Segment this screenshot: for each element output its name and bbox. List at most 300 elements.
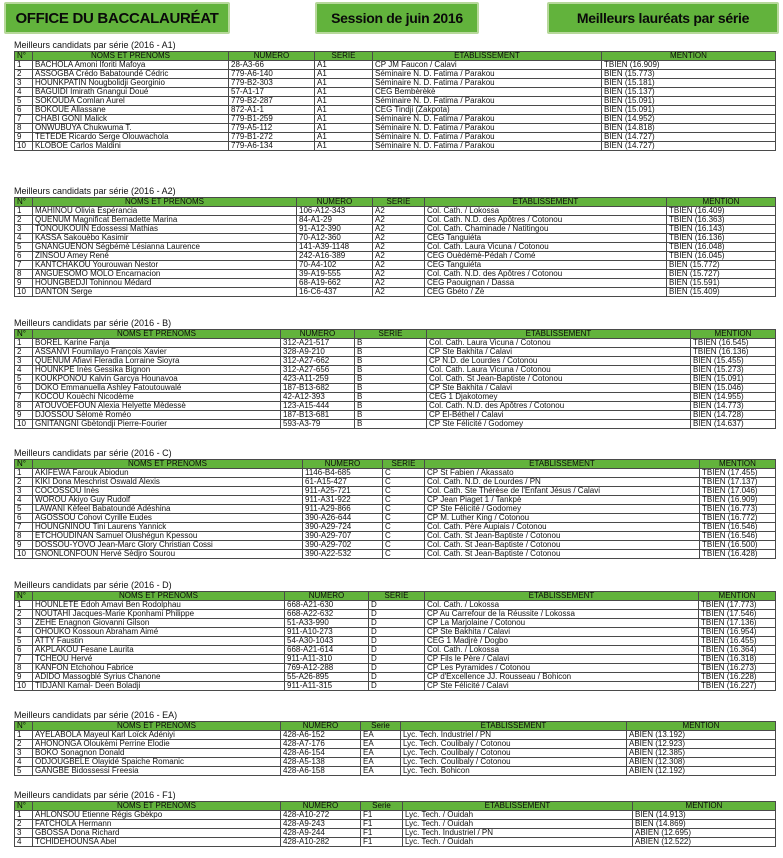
table-row xyxy=(15,637,776,646)
col-mention-header: MENTION xyxy=(667,198,776,207)
col-mention: TBIEN (16.546) xyxy=(700,523,776,532)
col-serie: B xyxy=(355,393,427,402)
section-title: Meilleurs candidats par série (2016 - D) xyxy=(14,580,172,590)
col-number: 6 xyxy=(15,384,33,393)
col-numero: 312-A21-517 xyxy=(281,339,355,348)
col-names-header: NOMS ET PRENOMS xyxy=(33,198,297,207)
col-mention: TBIEN (16.546) xyxy=(700,532,776,541)
col-serie: A1 xyxy=(315,88,373,97)
col-etablissement: Col. Cath. N.D. des Apôtres / Cotonou xyxy=(425,270,667,279)
col-etablissement: CP Ste Bakhita / Calavi xyxy=(427,384,691,393)
col-number-header: N° xyxy=(15,460,33,469)
col-number: 1 xyxy=(15,339,33,348)
col-names: GNANGUENON Ségbémè Lésianna Laurence xyxy=(33,243,297,252)
col-numero: 911-A29-866 xyxy=(303,505,383,514)
col-serie-header: SERIE xyxy=(355,330,427,339)
col-numero: 911-A31-922 xyxy=(303,496,383,505)
col-number: 1 xyxy=(15,731,33,740)
col-etablissement: Lyc. Tech. Industriel / PN xyxy=(401,731,627,740)
col-mention: BIEN (15.455) xyxy=(691,357,776,366)
col-numero: 1146-B4-685 xyxy=(303,469,383,478)
col-serie: A2 xyxy=(373,270,425,279)
col-number: 2 xyxy=(15,820,33,829)
col-numero-header: NUMERO xyxy=(229,52,315,61)
col-names: BACHOLA Amoni Iforiti Mafoya xyxy=(33,61,229,70)
section-3 xyxy=(14,318,775,429)
table-row xyxy=(15,682,776,691)
col-names: ATOUVOEFOUN Alexia Helyette Mèdessè xyxy=(33,402,281,411)
col-etablissement: Lyc. Tech. Bohicon xyxy=(401,767,627,776)
col-number: 5 xyxy=(15,637,33,646)
table-row xyxy=(15,70,776,79)
col-etablissement: CP Ste Félicité / Godomey xyxy=(425,505,700,514)
col-number: 8 xyxy=(15,402,33,411)
col-names: DJOSSOU Sèlomè Roméo xyxy=(33,411,281,420)
col-names: HOUNGNINOU Tini Laurens Yannick xyxy=(33,523,303,532)
col-serie: EA xyxy=(361,731,401,740)
col-mention: BIEN (15.091) xyxy=(602,106,776,115)
col-number: 1 xyxy=(15,469,33,478)
col-serie: D xyxy=(369,619,425,628)
col-names: KASSA Sakouèbo Kasimir xyxy=(33,234,297,243)
col-number: 1 xyxy=(15,811,33,820)
col-numero: 423-A11-259 xyxy=(281,375,355,384)
col-etablissement: Lyc. Tech. Industriel / PN xyxy=(403,829,633,838)
col-serie: D xyxy=(369,646,425,655)
col-names: ANGUESOMO MOLO Encarnacion xyxy=(33,270,297,279)
col-number: 2 xyxy=(15,216,33,225)
col-number: 7 xyxy=(15,523,33,532)
col-mention: TBIEN (17.546) xyxy=(699,610,776,619)
col-names: AHLONSOU Etienne Régis Gbèkpo xyxy=(33,811,281,820)
col-numero: 390-A22-532 xyxy=(303,550,383,559)
col-mention: BIEN (14.727) xyxy=(602,133,776,142)
col-mention: BIEN (15.137) xyxy=(602,88,776,97)
table-row xyxy=(15,523,776,532)
col-numero: 872-A1-1 xyxy=(229,106,315,115)
session-label: Session de juin 2016 xyxy=(315,2,479,34)
col-serie: C xyxy=(383,532,425,541)
col-number: 2 xyxy=(15,348,33,357)
col-number: 6 xyxy=(15,252,33,261)
table-row xyxy=(15,270,776,279)
col-serie: C xyxy=(383,469,425,478)
col-mention: TBIEN (16.136) xyxy=(691,348,776,357)
col-number: 7 xyxy=(15,261,33,270)
table-row xyxy=(15,514,776,523)
col-mention: BIEN (15.091) xyxy=(691,375,776,384)
office-title: OFFICE DU BACCALAURÉAT xyxy=(4,2,230,34)
col-etablissement: CP N.D. de Lourdes / Cotonou xyxy=(427,357,691,366)
col-serie: EA xyxy=(361,749,401,758)
col-number: 1 xyxy=(15,207,33,216)
section-title: Meilleurs candidats par série (2016 - B) xyxy=(14,318,172,328)
col-names: KANTCHAKOU Yourouwan Nestor xyxy=(33,261,297,270)
table-row xyxy=(15,610,776,619)
col-etablissement: Col. Cath. Ste Thérèse de l'Enfant Jésus / Calavi xyxy=(425,487,700,496)
col-serie: B xyxy=(355,402,427,411)
col-numero: 911-A25-721 xyxy=(303,487,383,496)
col-number-header: N° xyxy=(15,198,33,207)
col-serie: D xyxy=(369,682,425,691)
table-row xyxy=(15,252,776,261)
col-names: TETEDE Ricardo Serge Olouwachola xyxy=(33,133,229,142)
table-row xyxy=(15,261,776,270)
col-number: 3 xyxy=(15,225,33,234)
col-serie: F1 xyxy=(361,829,403,838)
col-etablissement: Séminaire N. D. Fatima / Parakou xyxy=(373,142,602,151)
col-mention: ABIEN (12.192) xyxy=(627,767,776,776)
col-numero: 55-A26-895 xyxy=(285,673,369,682)
col-serie: EA xyxy=(361,767,401,776)
table-row xyxy=(15,61,776,70)
col-names: ETCHOUDINAN Samuel Olushégun Kpessou xyxy=(33,532,303,541)
col-number: 4 xyxy=(15,838,33,847)
col-serie: D xyxy=(369,601,425,610)
col-names: MAHINOU Olivia Espérancia xyxy=(33,207,297,216)
table-row xyxy=(15,348,776,357)
col-serie: A2 xyxy=(373,252,425,261)
col-mention-header: MENTION xyxy=(627,722,776,731)
col-numero: 428-A5-138 xyxy=(281,758,361,767)
col-etablissement: CP St Fabien / Akassato xyxy=(425,469,700,478)
header-row xyxy=(15,722,776,731)
col-serie: A2 xyxy=(373,234,425,243)
col-numero: 428-A6-152 xyxy=(281,731,361,740)
table-row xyxy=(15,207,776,216)
col-mention: BIEN (14.637) xyxy=(691,420,776,429)
section-title: Meilleurs candidats par série (2016 - F1) xyxy=(14,790,176,800)
table-row xyxy=(15,673,776,682)
col-mention: TBIEN (16.909) xyxy=(700,496,776,505)
col-number: 5 xyxy=(15,767,33,776)
col-names: HOUNLETE Edoh Amavi Ben Rodolphau xyxy=(33,601,285,610)
col-numero: 911-A11-315 xyxy=(285,682,369,691)
table-row xyxy=(15,811,776,820)
col-number: 7 xyxy=(15,115,33,124)
col-names: AHONONGA Oloukèmi Perrine Elodie xyxy=(33,740,281,749)
col-names: ZINSOU Amey René xyxy=(33,252,297,261)
col-numero: 54-A30-1043 xyxy=(285,637,369,646)
section-5 xyxy=(14,580,775,691)
col-number: 9 xyxy=(15,411,33,420)
col-mention: BIEN (14.773) xyxy=(691,402,776,411)
col-names: CHABI GONI Malick xyxy=(33,115,229,124)
col-names-header: NOMS ET PRENOMS xyxy=(33,52,229,61)
col-names: TONOUKOUIN Edossessi Mathias xyxy=(33,225,297,234)
col-etablissement: CP d'Excellence JJ. Rousseau / Bohicon xyxy=(425,673,699,682)
table-row xyxy=(15,216,776,225)
results-table xyxy=(14,591,776,691)
col-number: 5 xyxy=(15,505,33,514)
table-row xyxy=(15,411,776,420)
col-names: GBOSSA Dona Richard xyxy=(33,829,281,838)
col-serie: B xyxy=(355,357,427,366)
col-etablissement: CP Ste Bakhita / Calavi xyxy=(427,348,691,357)
col-etablissement: CP La Marjolaine / Cotonou xyxy=(425,619,699,628)
col-serie: A2 xyxy=(373,216,425,225)
col-names: DOKO Emmanuella Ashley Fatoutouwalé xyxy=(33,384,281,393)
table-row xyxy=(15,375,776,384)
col-numero: 769-A12-288 xyxy=(285,664,369,673)
results-table xyxy=(14,329,776,429)
table-row xyxy=(15,339,776,348)
col-serie-header: Serie xyxy=(361,722,401,731)
col-etablissement: Lyc. Tech. / Ouidah xyxy=(403,811,633,820)
col-etablissement: Col. Cath. Laura Vicuna / Cotonou xyxy=(425,243,667,252)
table-row xyxy=(15,820,776,829)
table-row xyxy=(15,487,776,496)
col-serie: A2 xyxy=(373,243,425,252)
col-serie: D xyxy=(369,655,425,664)
col-etablissement: Col. Cath. Laura Vicuna / Cotonou xyxy=(427,366,691,375)
col-mention-header: MENTION xyxy=(691,330,776,339)
col-mention: TBIEN (16.428) xyxy=(700,550,776,559)
table-row xyxy=(15,88,776,97)
col-numero: 123-A15-444 xyxy=(281,402,355,411)
col-mention: ABIEN (12.923) xyxy=(627,740,776,749)
section-7 xyxy=(14,790,775,847)
col-number-header: N° xyxy=(15,52,33,61)
col-serie: B xyxy=(355,384,427,393)
col-mention: TBIEN (16.363) xyxy=(667,216,776,225)
col-serie: A1 xyxy=(315,106,373,115)
col-names: SOKOUDA Comlan Aurel xyxy=(33,97,229,106)
col-number: 5 xyxy=(15,243,33,252)
col-names: BOKO Sonagnon Donald xyxy=(33,749,281,758)
col-etablissement: Séminaire N. D. Fatima / Parakou xyxy=(373,70,602,79)
col-names: ATTY Faustin xyxy=(33,637,285,646)
col-mention: TBIEN (16.227) xyxy=(699,682,776,691)
col-numero: 779-B2-287 xyxy=(229,97,315,106)
col-names: FATCHOLA Hermann xyxy=(33,820,281,829)
table-row xyxy=(15,469,776,478)
col-mention: BIEN (15.181) xyxy=(602,79,776,88)
col-numero: 390-A29-707 xyxy=(303,532,383,541)
results-table xyxy=(14,197,776,297)
col-mention: ABIEN (12.385) xyxy=(627,749,776,758)
table-row xyxy=(15,288,776,297)
table-row xyxy=(15,505,776,514)
col-number-header: N° xyxy=(15,722,33,731)
col-numero: 390-A26-644 xyxy=(303,514,383,523)
col-numero: 911-A11-310 xyxy=(285,655,369,664)
table-row xyxy=(15,279,776,288)
col-names: HOUNGBEDJI Tohinnou Médard xyxy=(33,279,297,288)
col-number: 3 xyxy=(15,487,33,496)
col-names: GANGBE Bidossessi Freesia xyxy=(33,767,281,776)
table-row xyxy=(15,393,776,402)
col-serie: B xyxy=(355,411,427,420)
col-mention: BIEN (14.955) xyxy=(691,393,776,402)
col-number: 4 xyxy=(15,496,33,505)
header xyxy=(0,0,783,40)
col-names: LAWANI Kèfeel Babatoundé Adéshina xyxy=(33,505,303,514)
col-etablissement: Lyc. Tech. / Ouidah xyxy=(403,838,633,847)
col-etablissement-header: ETABLISSEMENT xyxy=(401,722,627,731)
table-row xyxy=(15,532,776,541)
col-mention: TBIEN (16.048) xyxy=(667,243,776,252)
col-serie: B xyxy=(355,339,427,348)
col-numero-header: NUMERO xyxy=(303,460,383,469)
table-row xyxy=(15,731,776,740)
col-names-header: NOMS ET PRENOMS xyxy=(33,330,281,339)
col-number: 10 xyxy=(15,420,33,429)
col-etablissement: CP JM Faucon / Calavi xyxy=(373,61,602,70)
table-row xyxy=(15,740,776,749)
col-mention: TBIEN (16.228) xyxy=(699,673,776,682)
col-etablissement: Séminaire N. D. Fatima / Parakou xyxy=(373,124,602,133)
col-number: 4 xyxy=(15,758,33,767)
col-numero: 779-B1-272 xyxy=(229,133,315,142)
col-etablissement: Col. Cath. St Jean-Baptiste / Cotonou xyxy=(425,532,700,541)
table-row xyxy=(15,767,776,776)
col-names: DANTON Serge xyxy=(33,288,297,297)
col-number: 10 xyxy=(15,288,33,297)
col-numero: 312-A27-656 xyxy=(281,366,355,375)
col-etablissement: Séminaire N. D. Fatima / Parakou xyxy=(373,115,602,124)
col-number: 7 xyxy=(15,393,33,402)
col-etablissement-header: ETABLISSEMENT xyxy=(403,802,633,811)
col-names: ZEHE Enagnon Giovanni Gilson xyxy=(33,619,285,628)
col-number: 6 xyxy=(15,106,33,115)
col-names: TIDJANI Kamal- Deen Boladji xyxy=(33,682,285,691)
col-names: WOROU Akiyo Guy Rudolf xyxy=(33,496,303,505)
table-row xyxy=(15,550,776,559)
col-numero: 428-A9-244 xyxy=(281,829,361,838)
col-etablissement: CP Ste Félicité / Godomey xyxy=(427,420,691,429)
section-title: Meilleurs candidats par série (2016 - A1) xyxy=(14,40,176,50)
col-serie: C xyxy=(383,505,425,514)
col-numero: 428-A9-243 xyxy=(281,820,361,829)
col-numero: 779-A5-112 xyxy=(229,124,315,133)
col-etablissement: Col. Cath. / Lokossa xyxy=(425,601,699,610)
col-mention: TBIEN (16.045) xyxy=(667,252,776,261)
table-row xyxy=(15,366,776,375)
col-mention: BIEN (14.728) xyxy=(691,411,776,420)
col-numero: 312-A27-662 xyxy=(281,357,355,366)
col-number: 9 xyxy=(15,541,33,550)
col-mention: TBIEN (16.500) xyxy=(700,541,776,550)
header-row xyxy=(15,198,776,207)
col-mention: TBIEN (16.954) xyxy=(699,628,776,637)
col-numero: 187-B13-682 xyxy=(281,384,355,393)
col-mention: BIEN (15.772) xyxy=(667,261,776,270)
col-names: TCHEOU Hervé xyxy=(33,655,285,664)
col-number: 6 xyxy=(15,646,33,655)
col-number: 2 xyxy=(15,740,33,749)
section-6 xyxy=(14,710,775,776)
col-mention: TBIEN (17.773) xyxy=(699,601,776,610)
col-serie: B xyxy=(355,375,427,384)
col-mention: TBIEN (16.318) xyxy=(699,655,776,664)
col-serie: C xyxy=(383,514,425,523)
col-serie: A1 xyxy=(315,133,373,142)
col-numero: 428-A7-176 xyxy=(281,740,361,749)
col-etablissement: CP Fils le Père / Calavi xyxy=(425,655,699,664)
col-etablissement: CEG Tanguiéta xyxy=(425,234,667,243)
table-row xyxy=(15,664,776,673)
col-etablissement: CEG Gbéto / Zè xyxy=(425,288,667,297)
col-names: DOSSOU-YOVO Jean-Marc Glory Christian Cossi xyxy=(33,541,303,550)
col-numero-header: NUMERO xyxy=(285,592,369,601)
header-row xyxy=(15,592,776,601)
col-names: AYELABOLA Mayeul Karl Loïck Adéniyi xyxy=(33,731,281,740)
col-serie: EA xyxy=(361,758,401,767)
col-mention: TBIEN (16.364) xyxy=(699,646,776,655)
col-serie: C xyxy=(383,496,425,505)
col-etablissement: Col. Cath. / Lokossa xyxy=(425,207,667,216)
col-number-header: N° xyxy=(15,592,33,601)
col-mention: TBIEN (16.409) xyxy=(667,207,776,216)
col-numero: 593-A3-79 xyxy=(281,420,355,429)
table-row xyxy=(15,234,776,243)
col-mention: BIEN (14.913) xyxy=(633,811,776,820)
col-numero: 428-A6-154 xyxy=(281,749,361,758)
col-serie: D xyxy=(369,610,425,619)
col-numero: 668-A22-632 xyxy=(285,610,369,619)
col-numero: 39-A19-555 xyxy=(297,270,373,279)
results-table xyxy=(14,51,776,151)
col-etablissement: Col. Cath. St Jean-Baptiste / Cotonou xyxy=(425,550,700,559)
col-number: 2 xyxy=(15,70,33,79)
col-serie-header: SERIE xyxy=(315,52,373,61)
col-names: ONWUBUYA Chukwuma T. xyxy=(33,124,229,133)
col-number: 3 xyxy=(15,79,33,88)
col-serie: A2 xyxy=(373,207,425,216)
col-numero: 42-A12-393 xyxy=(281,393,355,402)
col-etablissement: Séminaire N. D. Fatima / Parakou xyxy=(373,79,602,88)
col-serie: A1 xyxy=(315,61,373,70)
col-serie: A1 xyxy=(315,79,373,88)
col-serie: D xyxy=(369,628,425,637)
col-numero: 242-A16-389 xyxy=(297,252,373,261)
col-serie: A2 xyxy=(373,225,425,234)
col-etablissement: Lyc. Tech. Coulibaly / Cotonou xyxy=(401,740,627,749)
col-numero: 28-A3-66 xyxy=(229,61,315,70)
col-names-header: NOMS ET PRENOMS xyxy=(33,722,281,731)
col-mention: TBIEN (16.545) xyxy=(691,339,776,348)
col-serie-header: SERIE xyxy=(369,592,425,601)
col-numero-header: NUMERO xyxy=(281,722,361,731)
col-number-header: N° xyxy=(15,330,33,339)
col-serie: A2 xyxy=(373,279,425,288)
header-row xyxy=(15,460,776,469)
col-serie: C xyxy=(383,550,425,559)
col-etablissement: CP El-Béthel / Calavi xyxy=(427,411,691,420)
col-names: GNONLONFOUN Hervé Sèdjro Sourou xyxy=(33,550,303,559)
col-serie: A1 xyxy=(315,124,373,133)
col-mention-header: MENTION xyxy=(633,802,776,811)
col-number: 4 xyxy=(15,88,33,97)
col-serie: B xyxy=(355,348,427,357)
col-serie: F1 xyxy=(361,811,403,820)
col-numero: 51-A33-990 xyxy=(285,619,369,628)
col-mention: BIEN (15.591) xyxy=(667,279,776,288)
section-title: Meilleurs candidats par série (2016 - EA) xyxy=(14,710,178,720)
col-serie: F1 xyxy=(361,820,403,829)
col-etablissement: Séminaire N. D. Fatima / Parakou xyxy=(373,133,602,142)
table-row xyxy=(15,496,776,505)
table-row xyxy=(15,97,776,106)
col-names: HOUNKPE Inès Gessika Bignon xyxy=(33,366,281,375)
col-mention: ABIEN (12.695) xyxy=(633,829,776,838)
col-serie: A2 xyxy=(373,288,425,297)
col-serie: B xyxy=(355,366,427,375)
col-number: 8 xyxy=(15,124,33,133)
header-row xyxy=(15,52,776,61)
col-mention: TBIEN (17.046) xyxy=(700,487,776,496)
